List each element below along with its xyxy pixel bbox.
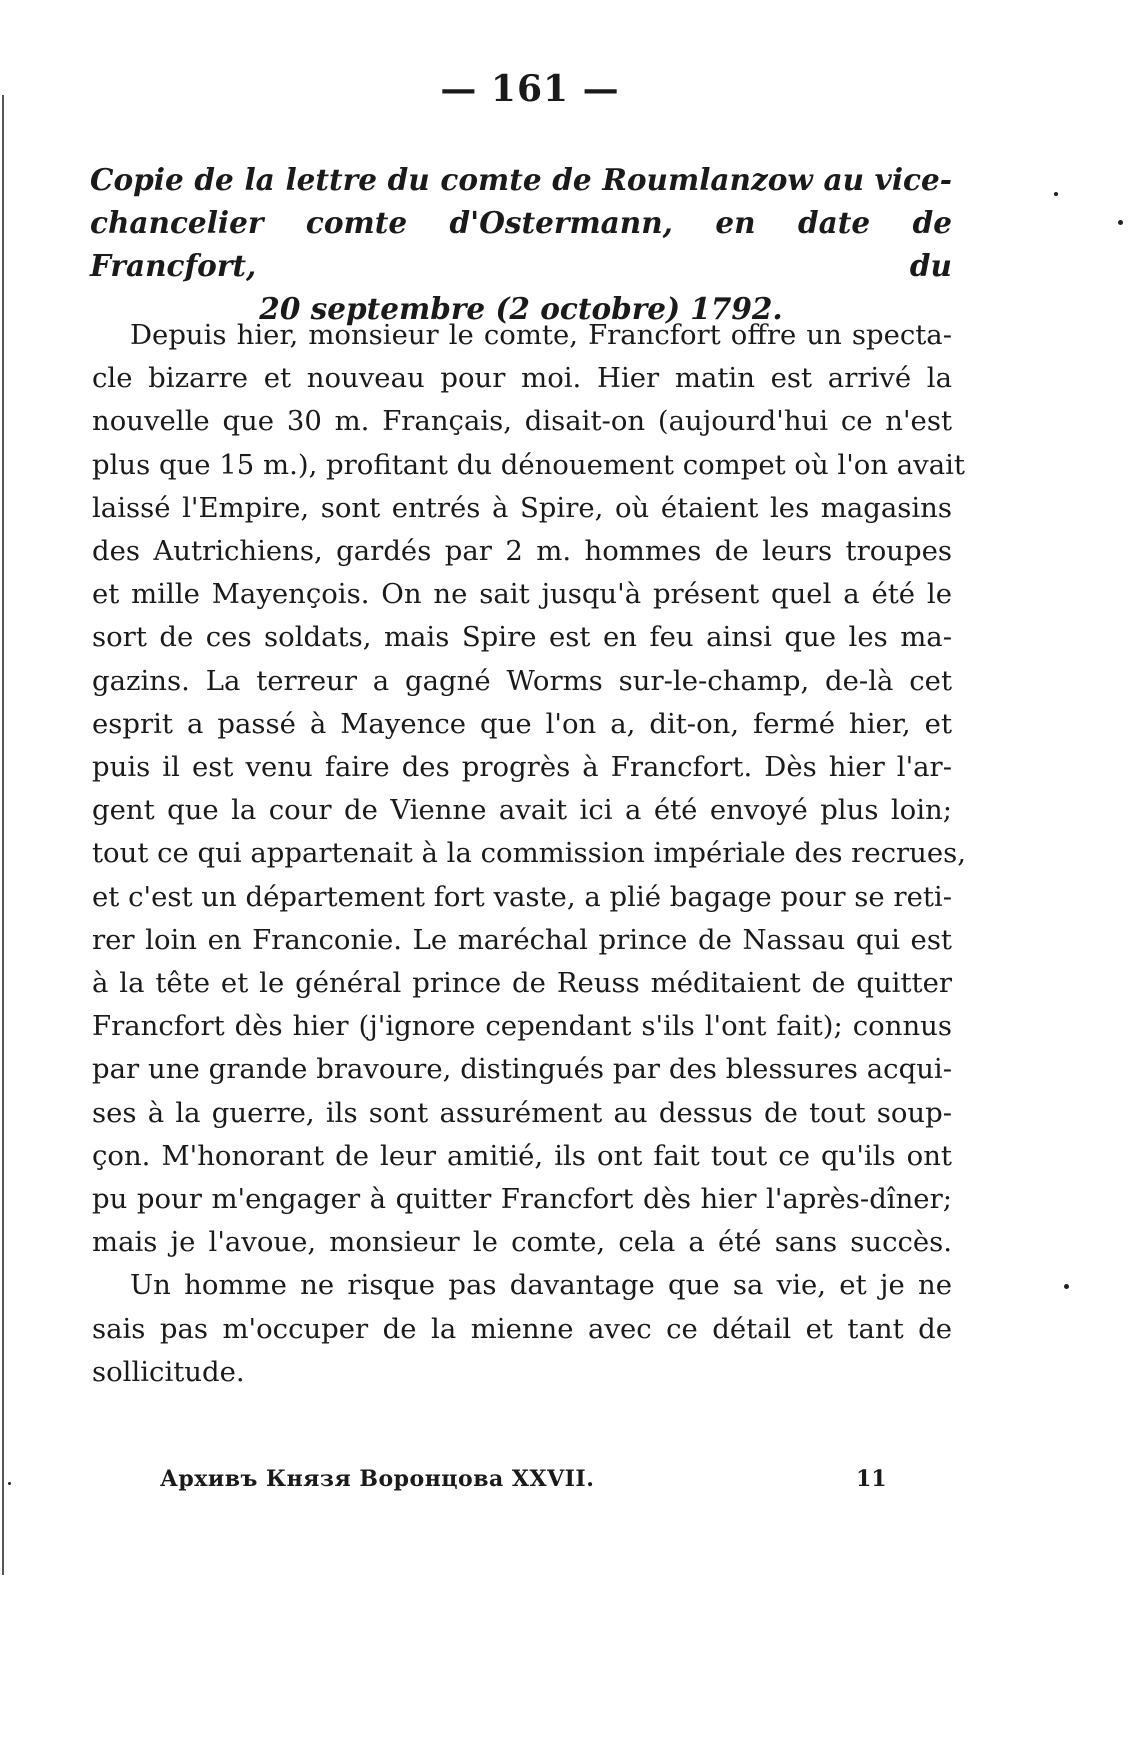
body-line: par une grande bravoure, distingués par des blessures acqui-	[92, 1053, 952, 1086]
body-line: ses à la guerre, ils sont assurément au dessus de tout soup-	[92, 1096, 952, 1129]
binding-edge	[2, 95, 4, 1575]
letter-body	[92, 314, 966, 1394]
body-line: Depuis hier, monsieur le comte, Francfort offre un specta-	[130, 319, 952, 351]
heading-line: 20 septembre (2 octobre) 1792.	[259, 291, 783, 326]
body-line: mais je l'avoue, monsieur le comte, cela a été sans succès.	[92, 1226, 952, 1259]
scan-speck	[1064, 1284, 1069, 1289]
body-line: plus que 15 m.), profitant du dénouement compet où l'on avait	[92, 448, 965, 481]
body-line: çon. M'honorant de leur amitié, ils ont fait tout ce qu'ils ont	[92, 1139, 952, 1172]
body-line: sollicitude.	[92, 1355, 245, 1388]
scan-speck	[1118, 220, 1123, 225]
letter-heading	[90, 158, 952, 330]
body-line: Francfort dès hier (j'ignore cependant s'ils l'ont fait); connus	[92, 1010, 952, 1043]
page-number: — 161 —	[440, 68, 620, 110]
body-line: cle bizarre et nouveau pour moi. Hier matin est arrivé la	[92, 362, 952, 395]
body-line: gazins. La terreur a gagné Worms sur-le-champ, de-là cet	[92, 664, 952, 697]
scan-speck	[1054, 192, 1058, 196]
footer-signature: Архивъ Князя Воронцова XXVII.	[160, 1466, 595, 1492]
body-line: nouvelle que 30 m. Français, disait-on (aujourd'hui ce n'est	[92, 405, 952, 438]
body-line: rer loin en Franconie. Le maréchal prince de Nassau qui est	[92, 923, 952, 956]
body-line: et mille Mayençois. On ne sait jusqu'à présent quel a été le	[92, 578, 952, 611]
body-line: laissé l'Empire, sont entrés à Spire, où étaient les magasins	[92, 491, 952, 524]
body-line: sort de ces soldats, mais Spire est en feu ainsi que les ma-	[92, 621, 952, 654]
body-line: puis il est venu faire des progrès à Francfort. Dès hier l'ar-	[92, 751, 952, 784]
heading-line: chancelier comte d'Ostermann, en date de Francfort, du	[90, 205, 952, 283]
body-line: à la tête et le général prince de Reuss méditaient de quitter	[92, 967, 952, 1000]
body-line: des Autrichiens, gardés par 2 m. hommes de leurs troupes	[92, 535, 952, 568]
body-line: Un homme ne risque pas davantage que sa vie, et je ne	[130, 1269, 952, 1302]
scan-speck	[8, 1482, 11, 1485]
body-line: pu pour m'engager à quitter Francfort dès hier l'après-dîner;	[92, 1183, 952, 1216]
body-line: esprit a passé à Mayence que l'on a, dit-on, fermé hier, et	[92, 707, 952, 740]
heading-line: Copie de la lettre du comte de Roumlanzow au vice-	[90, 162, 952, 197]
footer-sheet-number: 11	[856, 1466, 887, 1492]
body-line: sais pas m'occuper de la mienne avec ce détail et tant de	[92, 1312, 952, 1345]
body-line: tout ce qui appartenait à la commission impériale des recrues,	[92, 837, 966, 870]
body-line: et c'est un département fort vaste, a plié bagage pour se reti-	[92, 880, 952, 913]
body-line: gent que la cour de Vienne avait ici a été envoyé plus loin;	[92, 794, 952, 827]
